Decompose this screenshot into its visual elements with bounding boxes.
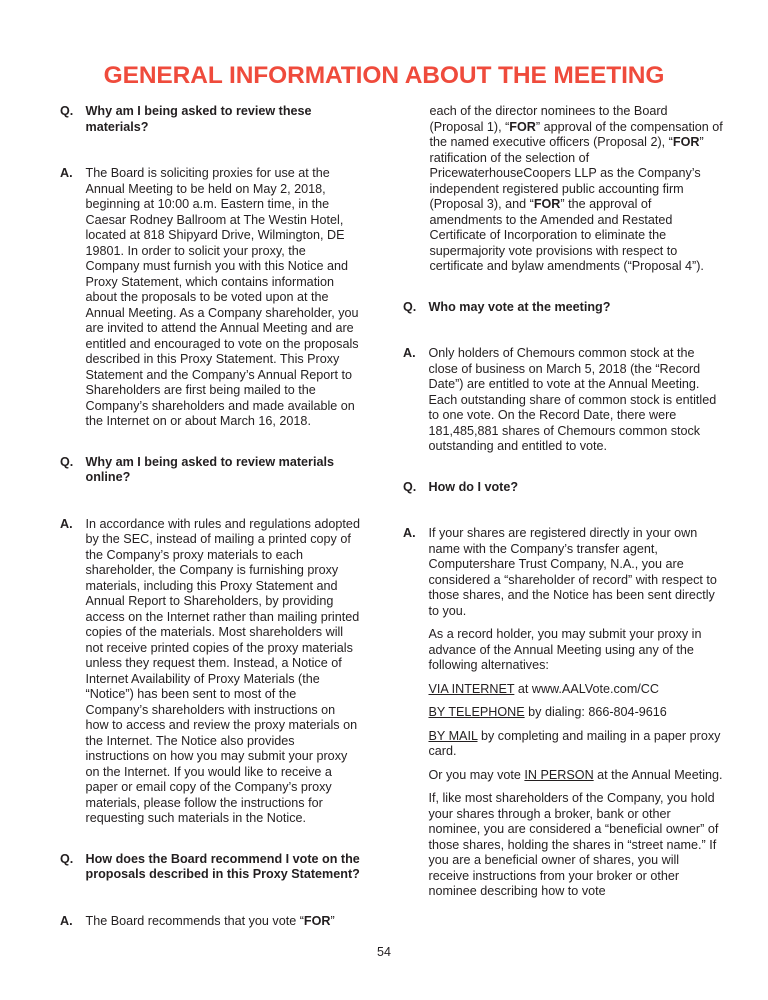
answer-3 <box>60 914 360 930</box>
question-4 <box>403 300 723 316</box>
answer-3-continued: each of the director nominees to the Board (Proposal 1), “FOR” approval of the compensation of the named executive officers (Proposal 2), “FOR” ratification of the selection of PricewaterhouseCoopers LLP as the Company’s independent registered public accounting firm (Proposal 3), and “FOR” the approval of amendments to the Amended and Restated Certificate of Incorporation to eliminate the supermajority vote provisions with respect to certificate and bylaw amendments (“Proposal 4”). <box>429 104 723 273</box>
question-text: How do I vote? <box>428 479 519 494</box>
vote-option-in-person: Or you may vote IN PERSON at the Annual Meeting. <box>428 767 723 782</box>
page-number: 54 <box>377 945 391 959</box>
vote-option-mail: BY MAIL by completing and mailing in a paper proxy card. <box>428 728 721 758</box>
q-marker: Q. <box>403 479 417 494</box>
via-internet-label: VIA INTERNET <box>428 681 515 696</box>
page-title: GENERAL INFORMATION ABOUT THE MEETING <box>103 62 665 89</box>
a-marker: A. <box>403 526 416 540</box>
question-text: Why am I being asked to review these materials? <box>85 104 312 134</box>
left-column <box>60 104 360 929</box>
q-marker: Q. <box>60 454 74 469</box>
a-marker: A. <box>403 346 416 360</box>
a-marker: A. <box>60 516 73 531</box>
vote-option-internet: VIA INTERNET at www.AALVote.com/CC <box>428 681 659 696</box>
q-marker: Q. <box>403 299 417 314</box>
answer-5 <box>403 526 723 900</box>
answer-2 <box>60 517 360 827</box>
answer-text: The Board is soliciting proxies for use at the Annual Meeting to be held on May 2, 2018, beginning at 10:00 a.m. Eastern time, in the Caesar Rodney Ballroom at The Westin Hotel, located at 818 Shipyard Drive, Wilmington, DE 19801. In order to solicit your proxy, the Company must furnish you with this Notice and Proxy Statement, which contains information about the proposals to be voted upon at the Annual Meeting. As a Company shareholder, you are invited to attend the Annual Meeting and are entitled and encouraged to vote on the proposals described in this Proxy Statement. This Proxy Statement and the Company’s Annual Report to Shareholders are first being mailed to the Company’s shareholders and made available on the Internet on or about March 16, 2018. <box>85 166 359 428</box>
a-marker: A. <box>60 166 73 180</box>
question-5 <box>403 480 723 496</box>
by-mail-label: BY MAIL <box>428 728 478 743</box>
question-1 <box>60 104 360 135</box>
for-emphasis: FOR <box>509 119 536 134</box>
answer-paragraph: If, like most shareholders of the Company, you hold your shares through a broker, bank or other nominee, you are considered a “beneficial owner” of those shares, holding the shares in “street name.” If you are a beneficial owner of shares, you will receive instructions from your broker or other nominee describing how to vote <box>428 791 719 898</box>
answer-text: Only holders of Chemours common stock at the close of business on March 5, 2018 (the “Record Date”) are entitled to vote at the Annual Meeting. Each outstanding share of common stock is entitled to one vote. On the Record Date, there were 181,485,881 shares of Chemours common stock outstanding and entitled to vote. <box>428 346 717 453</box>
by-telephone-label: BY TELEPHONE <box>428 705 525 719</box>
for-emphasis: FOR <box>533 197 561 211</box>
answer-1 <box>60 166 360 430</box>
answer-4 <box>403 346 723 455</box>
answer-text: The Board recommends that you vote “FOR” <box>85 913 335 928</box>
question-text: How does the Board recommend I vote on the proposals described in this Proxy Statement? <box>85 851 360 881</box>
answer-text: In accordance with rules and regulations adopted by the SEC, instead of mailing a printed copy of the Company’s proxy materials to each shareholder, the Company is furnishing proxy materials, including this Proxy Statement and Annual Report to Shareholders, by providing access on the Internet rather than mailing printed copies of the materials. Most shareholders will not receive printed copies of the proxy materials unless they request them. Instead, a Notice of Internet Availability of Proxy Materials (the “Notice”) has been sent to most of the Company’s shareholders with instructions on how to access and review the proxy materials on the Internet. The Notice also provides instructions on how you may submit your proxy on the Internet. If you would like to receive a paper or email copy of the Company’s proxy materials, please follow the instructions for requesting such materials in the Notice. <box>85 516 360 825</box>
right-column <box>403 104 723 908</box>
for-emphasis: FOR <box>303 913 331 928</box>
a-marker: A. <box>60 913 73 928</box>
question-2 <box>60 455 360 486</box>
vote-option-telephone: BY TELEPHONE by dialing: 866-804-9616 <box>428 705 667 719</box>
in-person-label: IN PERSON <box>524 767 594 782</box>
q-marker: Q. <box>60 104 74 118</box>
question-3 <box>60 852 360 883</box>
answer-paragraph: As a record holder, you may submit your proxy in advance of the Annual Meeting using any of the following alternatives: <box>428 627 702 672</box>
question-text: Who may vote at the meeting? <box>428 299 611 314</box>
for-emphasis: FOR <box>672 135 700 149</box>
question-text: Why am I being asked to review materials online? <box>85 454 334 484</box>
q-marker: Q. <box>60 851 74 866</box>
answer-paragraph: If your shares are registered directly in your own name with the Company’s transfer agent, Computershare Trust Company, N.A., you are considered a “shareholder of record” with respect to those shares, and the Notice has been sent directly to you. <box>428 526 717 618</box>
